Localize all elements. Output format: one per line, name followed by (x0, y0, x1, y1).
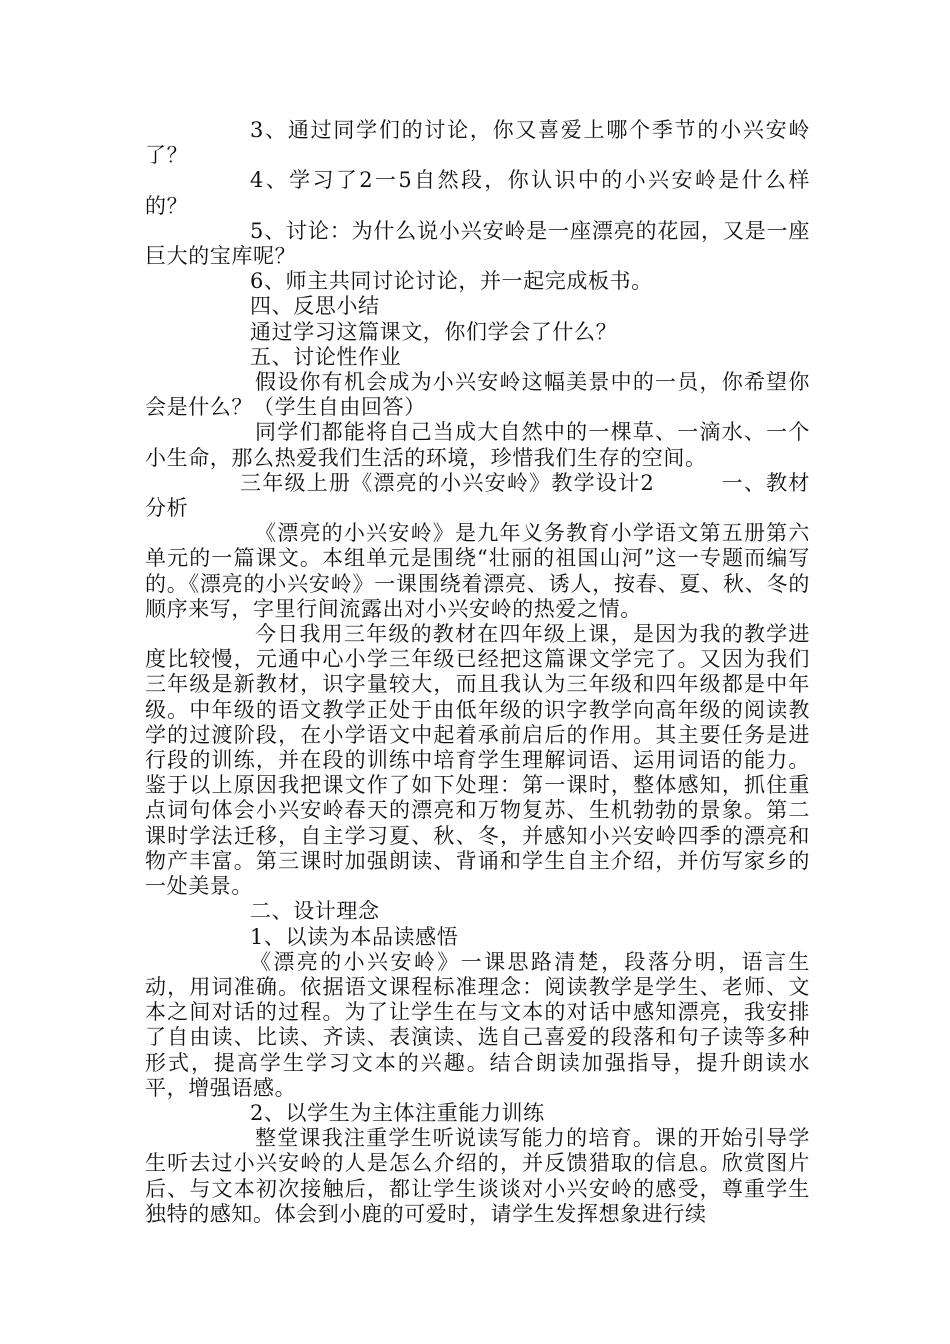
paragraph-teaching-arrangement: 今日我用三年级的教材在四年级上课，是因为我的教学进度比较慢，元通中心小学三年级已经把这篇课文学完了。又因为我们三年级是新教材，识字量较大，而且我认为三年级和四年级都是中年级。中年级的语文教学正处于由低年级的识字教学向高年级的阅读教学的过渡阶段，在小学语文中起着承前启后的作用。其主要任务是进行段的训练，并在段的训练中培育学生理解词语、运用词语的能力。鉴于以上原因我把课文作了如下处理：第一课时，整体感知，抓住重点词句体会小兴安岭春天的漂亮和万物复苏、生机勃勃的景象。第二课时学法迁移，自主学习夏、秋、冬，并感知小兴安岭四季的漂亮和物产丰富。第三课时加强朗读、背诵和学生自主介绍，并仿写家乡的一处美景。 (145, 622, 810, 899)
paragraph-student-centered: 整堂课我注重学生听说读写能力的培育。课的开始引导学生听去过小兴安岭的人是怎么介绍的，并反馈猎取的信息。欣赏图片后、与文本初次接触后，都让学生谈谈对小兴安岭的感受，尊重学生独特的感知。体会到小鹿的可爱时，请学生发挥想象进行续 (145, 1126, 810, 1226)
paragraph-textbook-intro: 《漂亮的小兴安岭》是九年义务教育小学语文第五册第六单元的一篇课文。本组单元是围绕“壮丽的祖国山河”这一专题而编写的。《漂亮的小兴安岭》一课围绕着漂亮、诱人，按春、夏、秋、冬的顺序来写，字里行间流露出对小兴安岭的热爱之情。 (145, 521, 810, 621)
document-page (145, 118, 810, 1227)
heading-design-2-analysis: 三年级上册《漂亮的小兴安岭》教学设计2 一、教材分析 (145, 470, 810, 521)
heading-design-concept: 二、设计理念 (250, 899, 380, 924)
paragraph-question-3: 3、通过同学们的讨论，你又喜爱上哪个季节的小兴安岭了？ (145, 118, 810, 168)
paragraph-question-5: 5、讨论：为什么说小兴安岭是一座漂亮的花园，又是一座巨大的宝库呢？ (145, 218, 810, 269)
heading-reflection-summary: 四、反思小结 (250, 294, 380, 319)
heading-reading-based: 1、以读为本品读感悟 (250, 924, 459, 949)
paragraph-question-4: 4、学习了2一5自然段，你认识中的小兴安岭是什么样的？ (145, 168, 810, 218)
paragraph-reading-based: 《漂亮的小兴安岭》一课思路清楚，段落分明，语言生动，用词准确。依据语文课程标准理念：阅读教学是学生、老师、文本之间对话的过程。为了让学生在与文本的对话中感知漂亮，我安排了自由读、比读、齐读、表演读、选自己喜爱的段落和句子读等多种形式，提高学生学习文本的兴趣。结合朗读加强指导，提升朗读水平，增强语感。 (145, 949, 810, 1100)
heading-discussion-homework: 五、讨论性作业 (250, 344, 402, 369)
paragraph-homework-closing: 同学们都能将自己当成大自然中的一棵草、一滴水、一个小生命，那么热爱我们生活的环境，珍惜我们生存的空间。 (145, 420, 810, 470)
paragraph-homework-prompt: 假设你有机会成为小兴安岭这幅美景中的一员，你希望你会是什么？（学生自由回答） (145, 370, 810, 420)
heading-student-centered: 2、以学生为主体注重能力训练 (250, 1100, 545, 1125)
paragraph-question-6: 6、师主共同讨论讨论，并一起完成板书。 (250, 269, 653, 294)
paragraph-summary-question: 通过学习这篇课文，你们学会了什么？ (250, 319, 618, 344)
